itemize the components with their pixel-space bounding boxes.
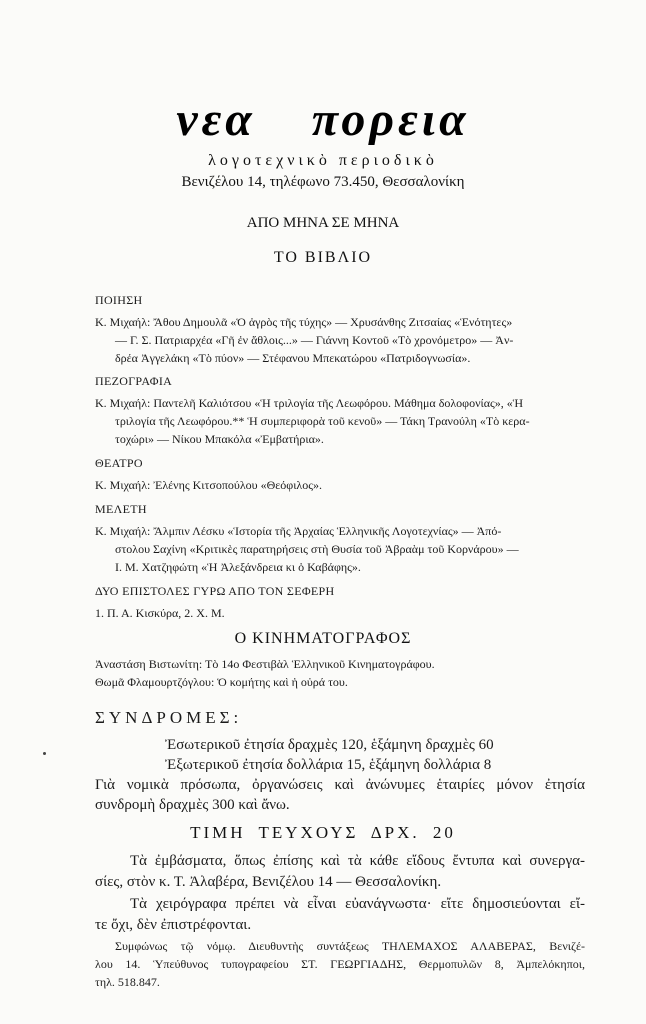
subscription-legal-line: Γιὰ νομικὰ πρόσωπα, ὀργανώσεις καὶ ἀνώνυμες ἑταιρίες μόνον ἐτησία [95,777,585,793]
study-line: Ι. Μ. Χατζηφώτη «Ἡ Ἀλεξάνδρεια κι ὁ Καβάφης». [115,560,361,574]
masthead-subtitle: λογοτεχνικὸ περιοδικὸ [208,152,438,169]
poetry-line: — Γ. Σ. Πατριαρχέα «Γῆ ἐν ἄθλοις...» — Γιάννη Κοντοῦ «Τὸ χρονόμετρο» — Ἀν- [115,333,514,347]
book-heading: ΤΟ ΒΙΒΛΙΟ [273,249,373,266]
subscription-domestic: Ἐσωτερικοῦ ἐτησία δραχμὲς 120, ἑξάμηνη δραχμὲς 60 [165,737,494,753]
study-heading: ΜΕΛΕΤΗ [95,502,147,516]
poetry-line: Κ. Μιχαήλ: Ἄθου Δημουλᾶ «Ὁ ἀγρὸς τῆς τύχης» — Χρυσάνθης Ζιτσαίας «Ἑνότητες» [95,315,513,329]
issue-price: ΤΙΜΗ ΤΕΥΧΟΥΣ ΔΡΧ. 20 [190,823,456,842]
prose-heading: ΠΕΖΟΓΡΑΦΙΑ [95,374,173,388]
letters-heading: ΔΥΟ ΕΠΙΣΤΟΛΕΣ ΓΥΡΩ ΑΠΟ ΤΟΝ ΣΕΦΕΡΗ [95,584,335,598]
prose-line: Κ. Μιχαήλ: Παντελῆ Καλιότσου «Ἡ τριλογία τῆς Λεωφόρου. Μάθημα δολοφονίας», «Ἡ [95,396,524,410]
prose-line: τριλογία τῆς Λεωφόρου.** Ἡ συμπεριφορὰ τοῦ κενοῦ» — Τάκη Τρανούλη «Τὸ κερα- [115,414,530,428]
poetry-line: δρέα Ἀγγελάκη «Τὸ πύον» — Στέφανου Μπεκατώρου «Πατριδογνωσία». [115,351,471,365]
masthead-title: νεα πορεια [176,93,470,146]
cinema-line: Θωμᾶ Φλαμουρτζόγλου: Ὁ κομήτης καὶ ἡ οὐρά του. [95,675,348,689]
subscriptions-heading: ΣΥΝΔΡΟΜΕΣ: [95,708,243,727]
print-speck [43,752,46,755]
subscription-foreign: Ἐξωτερικοῦ ἐτησία δολλάρια 15, ἑξάμηνη δολλάρια 8 [165,757,492,773]
study-line: στολου Σαχίνη «Κριτικὲς παρατηρήσεις στὴ Θυσία τοῦ Ἀβραὰμ τοῦ Κορνάρου» — [115,542,519,556]
subscription-legal-line: συνδρομὴ δραχμὲς 300 καὶ ἄνω. [95,797,290,813]
cinema-line: Ἀναστάση Βιστωνίτη: Τὸ 14ο Φεστιβὰλ Ἑλληνικοῦ Κινηματογράφου. [95,657,435,671]
prose-line: τοχώρι» — Νίκου Μπακόλα «Ἐμβατήρια». [115,432,324,446]
theatre-line: Κ. Μιχαήλ: Ἐλένης Κιτσοπούλου «Θεόφιλος». [95,478,323,492]
manuscripts-line: Τὰ χειρόγραφα πρέπει νὰ εἶναι εὐανάγνωστα· εἴτε δημοσιεύονται εἴ- [130,896,585,912]
poetry-heading: ΠΟΙΗΣΗ [95,293,143,307]
legal-line: Συμφώνως τῷ νόμῳ. Διευθυντὴς συντάξεως ΤΗΛΕΜΑΧΟΣ ΑΛΑΒΕΡΑΣ, Βενιζέ- [115,939,585,953]
letters-line: 1. Π. Α. Κισκύρα, 2. Χ. Μ. [95,606,225,620]
remittance-line: Τὰ ἐμβάσματα, ὅπως ἐπίσης καὶ τὰ κάθε εἴδους ἔντυπα καὶ συνεργα- [130,853,585,869]
masthead-address: Βενιζέλου 14, τηλέφωνο 73.450, Θεσσαλονίκη [181,174,465,190]
section-heading: ΑΠΟ ΜΗΝΑ ΣΕ ΜΗΝΑ [246,215,400,231]
remittance-line: σίες, στὸν κ. Τ. Ἀλαβέρα, Βενιζέλου 14 — Θεσσαλονίκη. [95,874,442,890]
theatre-heading: ΘΕΑΤΡΟ [95,456,143,470]
study-line: Κ. Μιχαήλ: Ἄλμπιν Λέσκυ «Ἱστορία τῆς Ἀρχαίας Ἑλληνικῆς Λογοτεχνίας» — Ἀπό- [95,524,502,538]
manuscripts-line: τε ὄχι, δὲν ἐπιστρέφονται. [95,917,252,933]
cinema-heading: Ο ΚΙΝΗΜΑΤΟΓΡΑΦΟΣ [234,630,412,647]
legal-line: τηλ. 518.847. [95,975,160,989]
legal-line: λου 14. Ὑπεύθυνος τυπογραφείου ΣΤ. ΓΕΩΡΓΙΑΔΗΣ, Θερμοπυλῶν 8, Ἀμπελόκηποι, [95,957,585,971]
